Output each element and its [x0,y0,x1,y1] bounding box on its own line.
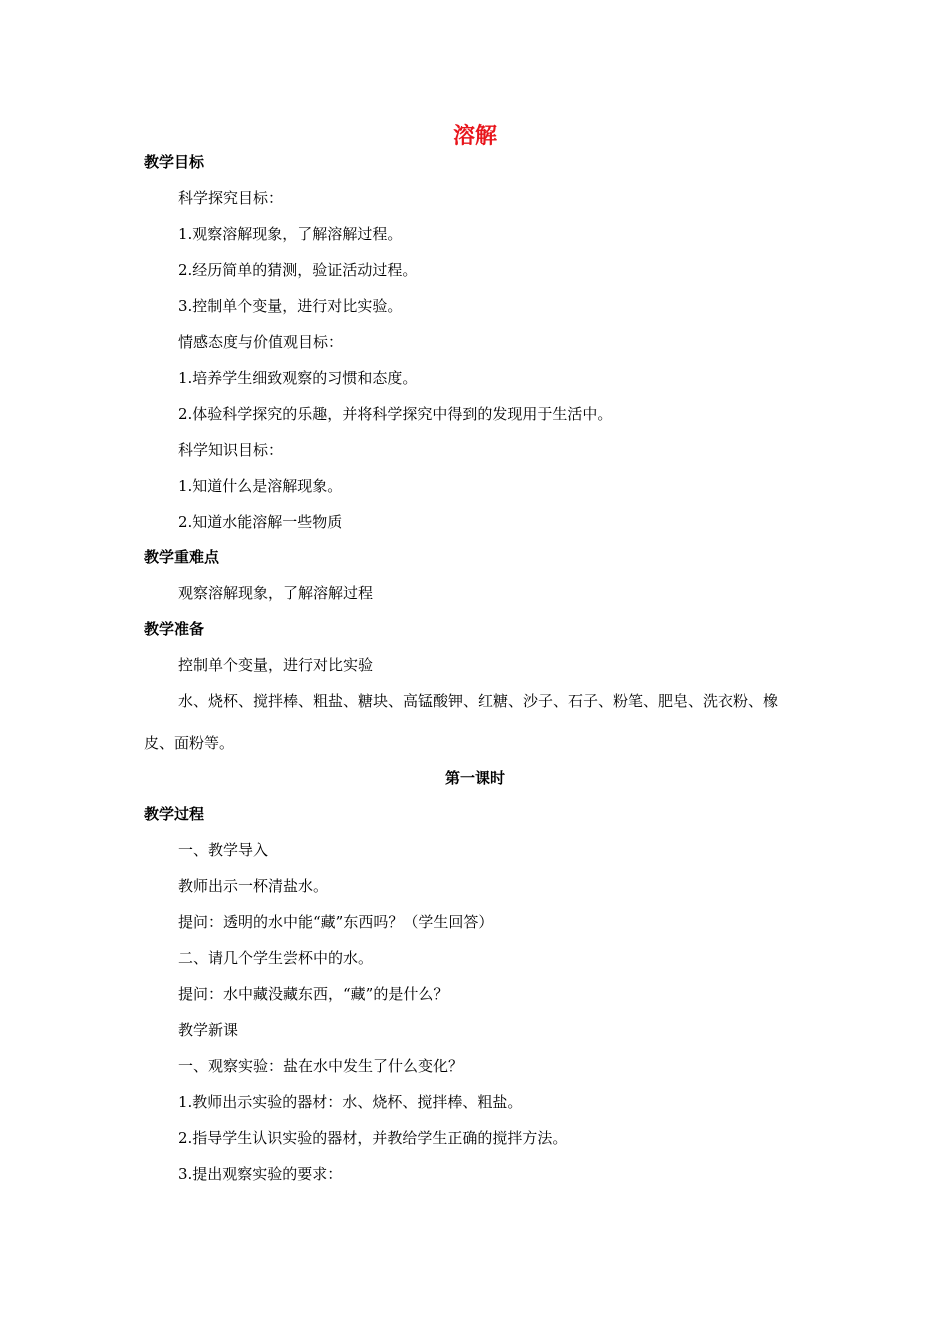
document-title: 溶解 [452,124,497,149]
heading-preparation: 教学准备 [144,620,205,638]
goals-line: 1.培养学生细致观察的习惯和态度。 [178,369,418,387]
prep-line: 控制单个变量，进行对比实验 [178,656,374,674]
process-line: 2.指导学生认识实验的器材，并教给学生正确的搅拌方法。 [178,1129,568,1147]
goals-line: 情感态度与价值观目标： [178,333,344,351]
process-line: 教师出示一杯清盐水。 [178,877,329,895]
heading-goals: 教学目标 [144,153,205,171]
goals-line: 2.体验科学探究的乐趣，并将科学探究中得到的发现用于生活中。 [178,405,613,423]
process-line: 二、请几个学生尝杯中的水。 [178,949,374,967]
heading-process: 教学过程 [144,805,205,823]
goals-line: 2.知道水能溶解一些物质 [178,513,343,531]
heading-key-points: 教学重难点 [144,548,220,566]
process-line: 提问：透明的水中能“藏”东西吗？（学生回答） [178,913,494,931]
key-line: 观察溶解现象，了解溶解过程 [178,584,374,602]
goals-line: 科学探究目标： [178,189,284,207]
goals-line: 科学知识目标： [178,441,284,459]
process-line: 一、观察实验：盐在水中发生了什么变化？ [178,1057,464,1075]
process-line: 一、教学导入 [178,841,269,859]
process-line: 3.提出观察实验的要求： [178,1165,343,1183]
goals-line: 2.经历简单的猜测，验证活动过程。 [178,261,418,279]
goals-line: 1.知道什么是溶解现象。 [178,477,343,495]
lesson-title: 第一课时 [444,769,505,787]
process-line: 教学新课 [178,1021,239,1039]
prep-materials: 水、烧杯、搅拌棒、粗盐、糖块、高锰酸钾、红糖、沙子、石子、粉笔、肥皂、洗衣粉、橡皮、面粉等。 [144,692,779,752]
goals-line: 1.观察溶解现象，了解溶解过程。 [178,225,403,243]
process-line: 提问：水中藏没藏东西，“藏”的是什么？ [178,985,449,1003]
process-line: 1.教师出示实验的器材：水、烧杯、搅拌棒、粗盐。 [178,1093,523,1111]
goals-line: 3.控制单个变量，进行对比实验。 [178,297,403,315]
